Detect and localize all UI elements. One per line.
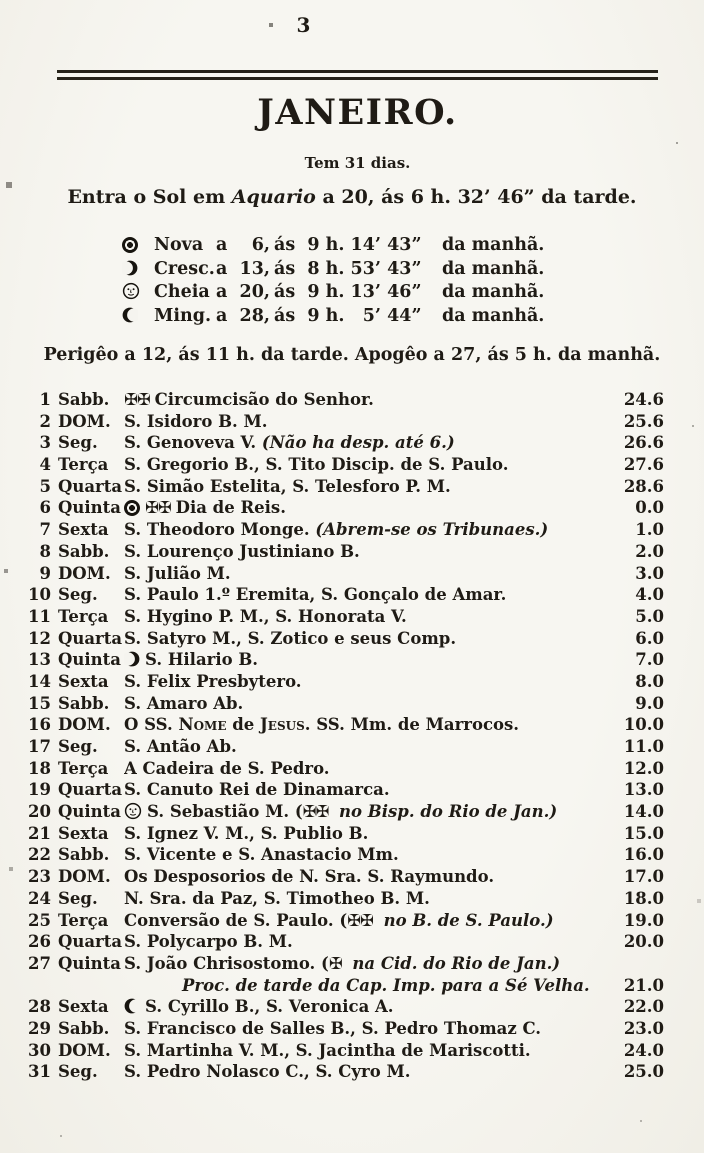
text-segment: S. Ignez V. M., S. Publio B. <box>124 823 369 843</box>
day-number: 11 <box>28 606 51 626</box>
text-segment: a 20, ás 6 h. 32’ 46” da tarde. <box>315 186 637 208</box>
text-segment: Entra o Sol em <box>67 186 232 208</box>
moon-age-value: 26.6 <box>623 433 664 453</box>
calendar-row <box>28 412 664 434</box>
moon-age-value: 17.0 <box>623 867 664 887</box>
calendar-row <box>28 997 664 1019</box>
weekday: Quarta <box>58 628 123 648</box>
saint-description <box>124 650 620 669</box>
weekday: DOM. <box>58 1040 111 1060</box>
text-segment: S. Felix Presbytero. <box>124 671 302 691</box>
phase-name: Ming. <box>154 305 212 326</box>
text-segment: no B. de S. Paulo.) <box>377 910 554 930</box>
saint-description <box>124 629 620 648</box>
weekday: Quinta <box>58 953 121 973</box>
saint-description <box>124 867 620 886</box>
weekday: Sabb. <box>58 845 110 865</box>
weekday: Sexta <box>58 823 109 843</box>
saint-description <box>124 737 620 756</box>
text-segment: S. Canuto Rei de Dinamarca. <box>124 780 390 800</box>
saint-description <box>124 694 620 713</box>
moon-age-value: 22.0 <box>623 997 664 1017</box>
phase-day: a 13, <box>216 258 270 279</box>
day-number: 2 <box>39 411 51 431</box>
text-segment: S. Martinha V. M., S. Jacintha de Mariscotti. <box>124 1040 531 1060</box>
phase-name: Cresc. <box>154 258 215 279</box>
weekday: Sabb. <box>58 541 110 561</box>
day-number: 12 <box>28 628 51 648</box>
text-segment: Aquario <box>231 186 316 208</box>
text-segment: S. Isidoro B. M. <box>124 411 268 431</box>
text-segment: no Bisp. do Rio de Jan.) <box>333 802 558 822</box>
day-number: 13 <box>28 650 51 670</box>
weekday: Quarta <box>58 780 123 800</box>
new-moon-icon <box>124 500 140 516</box>
day-number: 27 <box>28 953 51 973</box>
moon-age-value: 11.0 <box>623 737 664 756</box>
calendar-row <box>28 650 664 672</box>
page-number: 3 <box>296 13 312 37</box>
weekday: Sexta <box>58 997 109 1017</box>
phase-day: a 20, <box>216 282 270 302</box>
moon-age-value: 28.6 <box>623 476 664 496</box>
text-segment: S. Julião M. <box>124 563 231 583</box>
weekday: Seg. <box>58 585 98 605</box>
phase-period: da manhã. <box>442 305 545 326</box>
calendar-row <box>28 715 664 737</box>
saint-description <box>124 672 620 691</box>
saint-description <box>124 1041 620 1060</box>
waning-moon-icon <box>122 306 138 326</box>
moon-age-value: 13.0 <box>623 780 664 800</box>
calendar-row <box>28 932 664 954</box>
day-number: 22 <box>28 845 51 865</box>
month-title: JANEIRO. <box>257 92 458 133</box>
moon-age-value: 7.0 <box>635 650 664 670</box>
saint-description <box>124 845 620 864</box>
day-number: 21 <box>28 823 51 843</box>
calendar-row <box>28 585 664 607</box>
waxing-moon-icon <box>124 650 140 669</box>
moon-age-value: 3.0 <box>635 563 664 583</box>
weekday: Sabb. <box>58 390 110 409</box>
calendar-row <box>28 542 664 564</box>
calendar-row <box>28 629 664 651</box>
text-segment: S. Lourenço Justiniano B. <box>124 541 360 561</box>
weekday: Quinta <box>58 498 121 518</box>
text-segment: Circumcisão do Senhor. <box>154 390 374 409</box>
calendar-row <box>28 477 664 499</box>
saint-description <box>124 433 620 452</box>
weekday: Terça <box>58 606 109 626</box>
saint-description <box>124 412 620 431</box>
moon-age-value: 24.0 <box>623 1040 664 1060</box>
text-segment: S. Sebastião M. ( <box>147 802 303 822</box>
calendar-row <box>28 390 664 412</box>
text-segment: (Não ha desp. até 6.) <box>261 433 455 453</box>
weekday: DOM. <box>58 867 111 887</box>
saint-description <box>124 520 620 539</box>
phase-day: a 28, <box>216 305 270 326</box>
moon-age-value: 24.6 <box>623 390 664 409</box>
weekday: Quarta <box>58 932 123 952</box>
double-cross-icon: ✠✠ <box>145 498 171 518</box>
moon-phase-row <box>122 306 544 330</box>
saint-description <box>124 607 620 626</box>
full-moon-icon <box>124 802 142 821</box>
moon-age-value: 10.0 <box>623 715 664 735</box>
text-segment: Os Desposorios de N. Sra. S. Raymundo. <box>124 867 495 887</box>
day-number: 10 <box>28 585 51 605</box>
day-number: 8 <box>39 541 51 561</box>
text-segment: O SS. <box>124 715 179 735</box>
double-cross-icon: ✠✠ <box>302 802 329 822</box>
moon-phase-icon-slot <box>122 235 154 255</box>
phase-time: ás 8 h. 53’ 43” <box>274 258 422 279</box>
calendar-row <box>28 433 664 455</box>
day-number: 25 <box>28 910 51 930</box>
saint-description <box>124 390 620 409</box>
moon-phase-icon-slot <box>122 306 154 326</box>
calendar-table <box>28 390 664 1084</box>
text-segment: S. João Chrisostomo. ( <box>124 953 329 973</box>
calendar-row <box>28 607 664 629</box>
phase-time: ás 9 h. 14’ 43” <box>274 235 422 255</box>
text-segment: Dia de Reis. <box>175 498 286 518</box>
moon-age-value: 8.0 <box>635 671 664 691</box>
calendar-row <box>28 802 664 824</box>
phase-day: a 6, <box>216 235 270 255</box>
moon-age-value: 25.6 <box>623 411 664 431</box>
phase-name: Nova <box>154 235 204 255</box>
day-number: 29 <box>28 1018 51 1038</box>
saint-description <box>124 911 620 930</box>
moon-age-value: 5.0 <box>635 606 664 626</box>
weekday: Quinta <box>58 650 121 670</box>
moon-age-value: 19.0 <box>623 910 664 930</box>
day-number: 17 <box>28 737 51 756</box>
weekday: Sabb. <box>58 1018 110 1038</box>
day-number: 31 <box>28 1062 51 1082</box>
text-segment: S. Vicente e S. Anastacio Mm. <box>124 845 399 865</box>
moon-phase-icon-slot <box>122 282 154 302</box>
text-segment: S. Antão Ab. <box>124 737 237 756</box>
weekday: Seg. <box>58 1062 98 1082</box>
saint-description <box>124 1019 620 1038</box>
weekday: DOM. <box>58 563 111 583</box>
saint-description <box>124 824 620 843</box>
text-segment: Jesus <box>260 715 305 735</box>
calendar-row <box>28 889 664 911</box>
day-number: 19 <box>28 780 51 800</box>
text-segment: S. Genoveva V. <box>124 433 262 453</box>
moon-age-value: 0.0 <box>635 498 664 518</box>
saint-description <box>124 976 620 995</box>
saint-description <box>124 780 620 799</box>
moon-age-value: 9.0 <box>635 693 664 713</box>
day-number: 16 <box>28 715 51 735</box>
saint-description <box>124 585 620 604</box>
text-segment: A Cadeira de S. Pedro. <box>124 758 330 778</box>
saint-description <box>124 889 620 908</box>
phase-period: da manhã. <box>442 235 545 255</box>
scan-noise <box>0 0 2 2</box>
text-segment: S. Gregorio B., S. Tito Discip. de S. Paulo. <box>124 455 509 475</box>
moon-age-value: 14.0 <box>623 802 664 822</box>
day-number: 24 <box>28 888 51 908</box>
weekday: Seg. <box>58 888 98 908</box>
moon-phase-row <box>122 282 544 306</box>
calendar-row <box>28 954 664 976</box>
weekday: Terça <box>58 455 109 475</box>
weekday: Sabb. <box>58 693 110 713</box>
text-segment: S. Hygino P. M., S. Honorata V. <box>124 606 407 626</box>
saint-description <box>124 954 620 973</box>
moon-age-value: 1.0 <box>635 520 664 540</box>
moon-age-value: 23.0 <box>623 1018 664 1038</box>
saint-description <box>124 1062 620 1081</box>
day-number: 4 <box>39 455 51 475</box>
moon-phase-row <box>122 259 544 283</box>
weekday: Terça <box>58 910 109 930</box>
phase-time: ás 9 h. 5’ 44” <box>274 305 422 326</box>
full-moon-icon <box>122 282 140 302</box>
moon-age-value: 4.0 <box>635 585 664 605</box>
day-number: 14 <box>28 671 51 691</box>
text-segment: de <box>226 715 260 735</box>
text-segment: S. Theodoro Monge. <box>124 520 316 540</box>
day-number: 3 <box>39 433 51 453</box>
day-number: 30 <box>28 1040 51 1060</box>
text-segment: Conversão de S. Paulo. ( <box>124 910 348 930</box>
text-segment: S. Francisco de Salles B., S. Pedro Thomaz C. <box>124 1018 542 1038</box>
weekday: DOM. <box>58 411 111 431</box>
text-segment: S. Cyrillo B., S. Veronica A. <box>145 997 394 1017</box>
double-cross-icon: ✠✠ <box>124 390 150 409</box>
saint-description <box>124 542 620 561</box>
text-segment: S. Amaro Ab. <box>124 693 244 713</box>
day-number: 28 <box>28 997 51 1017</box>
calendar-row <box>28 520 664 542</box>
text-segment: (Abrem-se os Tribunaes.) <box>315 520 549 540</box>
text-segment: . SS. Mm. de Marrocos. <box>304 715 520 735</box>
calendar-row <box>28 1062 664 1084</box>
calendar-row <box>28 737 664 759</box>
text-segment: S. Paulo 1.º Eremita, S. Gonçalo de Amar. <box>124 585 507 605</box>
calendar-row <box>28 564 664 586</box>
saint-description <box>124 932 620 951</box>
moon-phase-table <box>122 235 544 329</box>
saint-description <box>124 997 620 1016</box>
saint-description <box>124 455 620 474</box>
day-number: 23 <box>28 867 51 887</box>
moon-age-value: 16.0 <box>623 845 664 865</box>
calendar-row <box>28 694 664 716</box>
calendar-row <box>28 672 664 694</box>
weekday: Quarta <box>58 476 123 496</box>
moon-age-value: 25.0 <box>623 1062 664 1082</box>
double-rule <box>57 70 658 80</box>
day-number: 1 <box>39 390 51 409</box>
moon-age-value: 20.0 <box>623 932 664 952</box>
text-segment: S. Polycarpo B. M. <box>124 932 293 952</box>
weekday: Sexta <box>58 520 109 540</box>
moon-age-value: 21.0 <box>623 975 664 995</box>
saint-description <box>124 564 620 583</box>
moon-phase-row <box>122 235 544 259</box>
new-moon-icon <box>122 237 138 253</box>
single-cross-icon: ✠ <box>328 953 342 973</box>
day-number: 9 <box>39 563 51 583</box>
calendar-row <box>28 780 664 802</box>
day-number: 5 <box>39 476 51 496</box>
phase-name: Cheia <box>154 282 210 302</box>
moon-age-value: 15.0 <box>623 823 664 843</box>
saint-description <box>124 498 620 517</box>
weekday: DOM. <box>58 715 111 735</box>
calendar-row <box>28 845 664 867</box>
day-number: 15 <box>28 693 51 713</box>
waning-moon-icon <box>124 997 140 1016</box>
month-days-count: Tem 31 dias. <box>304 154 411 172</box>
phase-period: da manhã. <box>442 258 545 279</box>
calendar-row <box>28 976 664 998</box>
text-segment: N. Sra. da Paz, S. Timotheo B. M. <box>124 888 430 908</box>
text-segment: S. Satyro M., S. Zotico e seus Comp. <box>124 628 457 648</box>
weekday: Seg. <box>58 433 98 453</box>
saint-description <box>124 715 620 734</box>
text-segment: S. Pedro Nolasco C., S. Cyro M. <box>124 1062 411 1082</box>
weekday: Terça <box>58 758 109 778</box>
calendar-row <box>28 824 664 846</box>
day-number: 7 <box>39 520 51 540</box>
calendar-row <box>28 455 664 477</box>
calendar-row <box>28 911 664 933</box>
double-cross-icon: ✠✠ <box>347 910 373 930</box>
day-number: 18 <box>28 758 51 778</box>
calendar-row <box>28 1019 664 1041</box>
moon-age-value: 2.0 <box>635 541 664 561</box>
calendar-row <box>28 867 664 889</box>
weekday: Quinta <box>58 802 121 822</box>
phase-time: ás 9 h. 13’ 46” <box>274 282 422 302</box>
saint-description <box>124 759 620 778</box>
saint-description <box>124 477 620 496</box>
sun-entry-line <box>20 186 684 208</box>
moon-age-value: 12.0 <box>623 758 664 778</box>
calendar-row <box>28 498 664 520</box>
day-number: 20 <box>28 802 51 822</box>
moon-age-value: 18.0 <box>623 888 664 908</box>
weekday: Seg. <box>58 737 98 756</box>
text-segment: na Cid. do Rio de Jan.) <box>346 953 561 973</box>
day-number: 6 <box>39 498 51 518</box>
apsides-line: Perigêo a 12, ás 11 h. da tarde. Apogêo a 27, ás 5 h. da manhã. <box>43 345 661 365</box>
moon-age-value: 27.6 <box>623 455 664 475</box>
weekday: Sexta <box>58 671 109 691</box>
calendar-row <box>28 759 664 781</box>
text-segment: Proc. de tarde da Cap. Imp. para a Sé Velha. <box>182 975 590 995</box>
moon-phase-icon-slot <box>122 259 154 279</box>
saint-description <box>124 802 620 821</box>
text-segment: Nome <box>178 715 227 735</box>
waxing-moon-icon <box>122 259 138 279</box>
calendar-row <box>28 1041 664 1063</box>
text-segment: S. Hilario B. <box>145 650 259 670</box>
day-number: 26 <box>28 932 51 952</box>
moon-age-value: 6.0 <box>635 628 664 648</box>
text-segment: S. Simão Estelita, S. Telesforo P. M. <box>124 476 451 496</box>
phase-period: da manhã. <box>442 282 545 302</box>
